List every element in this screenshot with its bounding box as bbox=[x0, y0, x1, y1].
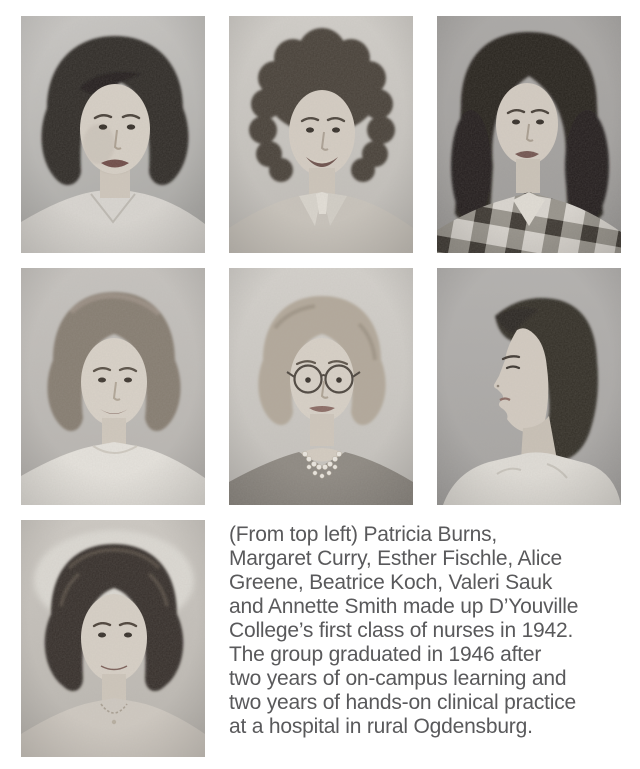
caption-line: The group graduated in 1946 after bbox=[229, 643, 542, 666]
caption-line: College’s first class of nurses in 1942. bbox=[229, 619, 574, 642]
caption-line: and Annette Smith made up D’Youville bbox=[229, 595, 579, 618]
portrait-photo-4 bbox=[21, 268, 205, 505]
caption-line: two years of hands-on clinical practice bbox=[229, 691, 577, 714]
portrait-photo-5 bbox=[229, 268, 413, 505]
photo-grid bbox=[21, 16, 621, 757]
portrait-photo-3 bbox=[437, 16, 621, 253]
portrait-photo-7 bbox=[21, 520, 205, 757]
portrait-photo-1 bbox=[21, 16, 205, 253]
caption-text bbox=[229, 520, 621, 757]
caption-line: Margaret Curry, Esther Fischle, Alice bbox=[229, 547, 562, 570]
caption-line: two years of on-campus learning and bbox=[229, 667, 567, 690]
caption-line: at a hospital in rural Ogdensburg. bbox=[229, 715, 533, 738]
portrait-photo-2 bbox=[229, 16, 413, 253]
caption-line: Greene, Beatrice Koch, Valeri Sauk bbox=[229, 571, 553, 594]
caption-line: (From top left) Patricia Burns, bbox=[229, 523, 498, 546]
portrait-photo-6 bbox=[437, 268, 621, 505]
